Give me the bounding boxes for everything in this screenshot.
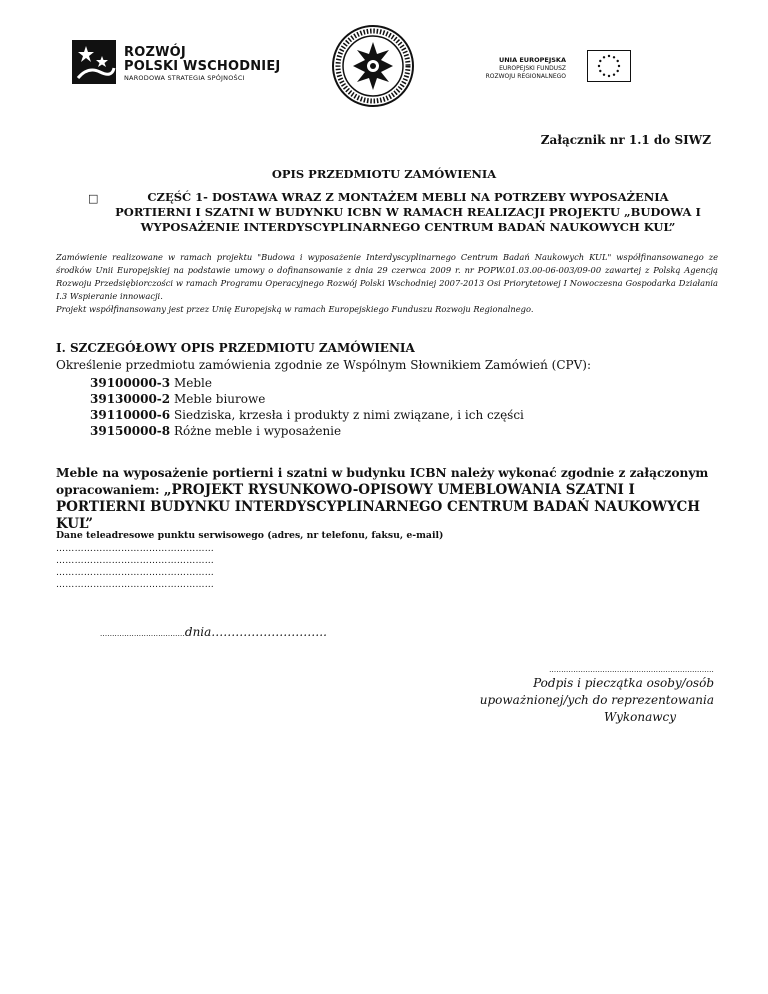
- project-info-paragraph: Zamówienie realizowane w ramach projektu "Budowa i wyposażenie Interdyscyplinarnego Centrum Badań Naukowych KUL" współfinansowanego ze środków Unii Europejskiej na podstawie umowy o dofinansowanie z dnia 29 czerwca 2009 r. nr POPW.01.03.00-06-003/09-00 zawartej z Polską Agencją Rozwoju Przedsiębiorczości w ramach Programu Operacyjnego Rozwój Polski Wschodniej 2007-2013 Osi Priorytetowej I Nowoczesna Gospodarka Działania I.3 Wspieranie innowacji.: [56, 252, 718, 301]
- signature-caption-line3: Wykonawcy: [604, 710, 676, 724]
- rpw-logo-line1: ROZWÓJ: [124, 45, 186, 60]
- university-seal-icon: [331, 24, 415, 108]
- cpv-description: Meble: [170, 376, 212, 390]
- signature-caption-line2: upoważnionej/ych do reprezentowania: [479, 693, 714, 707]
- cpv-code: 39110000-6: [90, 408, 171, 422]
- fill-in-line: ……………………………………………: [56, 544, 215, 554]
- eu-flag-icon: [587, 50, 631, 82]
- cpv-description: Siedziska, krzesła i produkty z nimi związane, i ich części: [170, 408, 524, 422]
- cpv-item: [90, 375, 524, 391]
- rozwoj-polski-wschodniej-logo: [72, 40, 281, 90]
- section-heading: I. SZCZEGÓŁOWY OPIS PRZEDMIOTU ZAMÓWIENIA: [56, 341, 415, 355]
- project-info-cofinancing: Projekt współfinansowany jest przez Unię Europejską w ramach Europejskiego Funduszu Rozwoju Regionalnego.: [56, 304, 534, 314]
- university-seal: [331, 24, 415, 108]
- fill-in-line: ……………………………………………: [56, 568, 215, 578]
- cpv-description: Meble biurowe: [170, 392, 266, 406]
- document-title: OPIS PRZEDMIOTU ZAMÓWIENIA: [271, 167, 497, 181]
- ue-logo-line1: UNIA EUROPEJSKA: [498, 56, 566, 64]
- furniture-intro: Meble na wyposażenie portierni i szatni w budynku ICBN należy wykonać zgodnie z załączonym opracowaniem:: [56, 466, 709, 497]
- cpv-item: [90, 407, 524, 423]
- part-title: CZĘŚĆ 1- DOSTAWA WRAZ Z MONTAŻEM MEBLI NA POTRZEBY WYPOSAŻENIA PORTIERNI I SZATNI W BUDYNKU ICBN W RAMACH REALIZACJI PROJEKTU „BUDOWA I WYPOSAŻENIE INTERDYSCYPLINARNEGO CENTRUM BADAŃ NAUKOWYCH KUL”: [115, 190, 701, 234]
- project-info: [56, 251, 718, 316]
- annex-label: Załącznik nr 1.1 do SIWZ: [540, 133, 711, 147]
- rpw-emblem-icon: [72, 40, 120, 88]
- date-line: [100, 625, 327, 639]
- signature-block: [468, 665, 714, 726]
- rpw-logo-line2: POLSKI WSCHODNIEJ: [124, 59, 281, 74]
- european-union-logo: [482, 50, 632, 90]
- cpv-item: [90, 391, 524, 407]
- cpv-description: Różne meble i wyposażenie: [170, 424, 342, 438]
- fill-in-line: ……………………………………………: [56, 556, 215, 566]
- date-word: dnia: [184, 625, 212, 639]
- cpv-code: 39130000-2: [90, 392, 171, 406]
- cpv-intro: Określenie przedmiotu zamówienia zgodnie ze Wspólnym Słownikiem Zamówień (CPV):: [56, 358, 592, 372]
- service-contact-label: Dane teleadresowe punktu serwisowego (adres, nr telefonu, faksu, e-mail): [56, 530, 444, 541]
- service-contact-lines: [56, 543, 214, 591]
- cpv-list: [90, 375, 524, 439]
- cpv-item: [90, 423, 524, 439]
- furniture-paragraph: [56, 465, 726, 533]
- cpv-code: 39100000-3: [90, 376, 171, 390]
- rpw-logo-line3: NARODOWA STRATEGIA SPÓJNOŚCI: [124, 74, 245, 82]
- signature-fill-in: ....................................................................: [549, 666, 714, 674]
- project-document-name: „PROJEKT RYSUNKOWO-OPISOWY UMEBLOWANIA SZATNI I PORTIERNI BUDYNKU INTERDYSCYPLINARNEGO CENTRUM BADAŃ NAUKOWYCH KUL”: [56, 482, 700, 532]
- cpv-code: 39150000-8: [90, 424, 171, 438]
- ue-logo-line2: EUROPEJSKI FUNDUSZ: [499, 65, 566, 72]
- ue-logo-line3: ROZWOJU REGIONALNEGO: [485, 73, 566, 80]
- part-checkbox: □: [88, 192, 99, 205]
- fill-in-line: ……………………………………………: [56, 580, 215, 590]
- signature-caption-line1: Podpis i pieczątka osoby/osób: [533, 676, 714, 690]
- date-fill-in: ………………………..: [211, 625, 327, 639]
- place-fill-in: ...................................: [100, 630, 185, 638]
